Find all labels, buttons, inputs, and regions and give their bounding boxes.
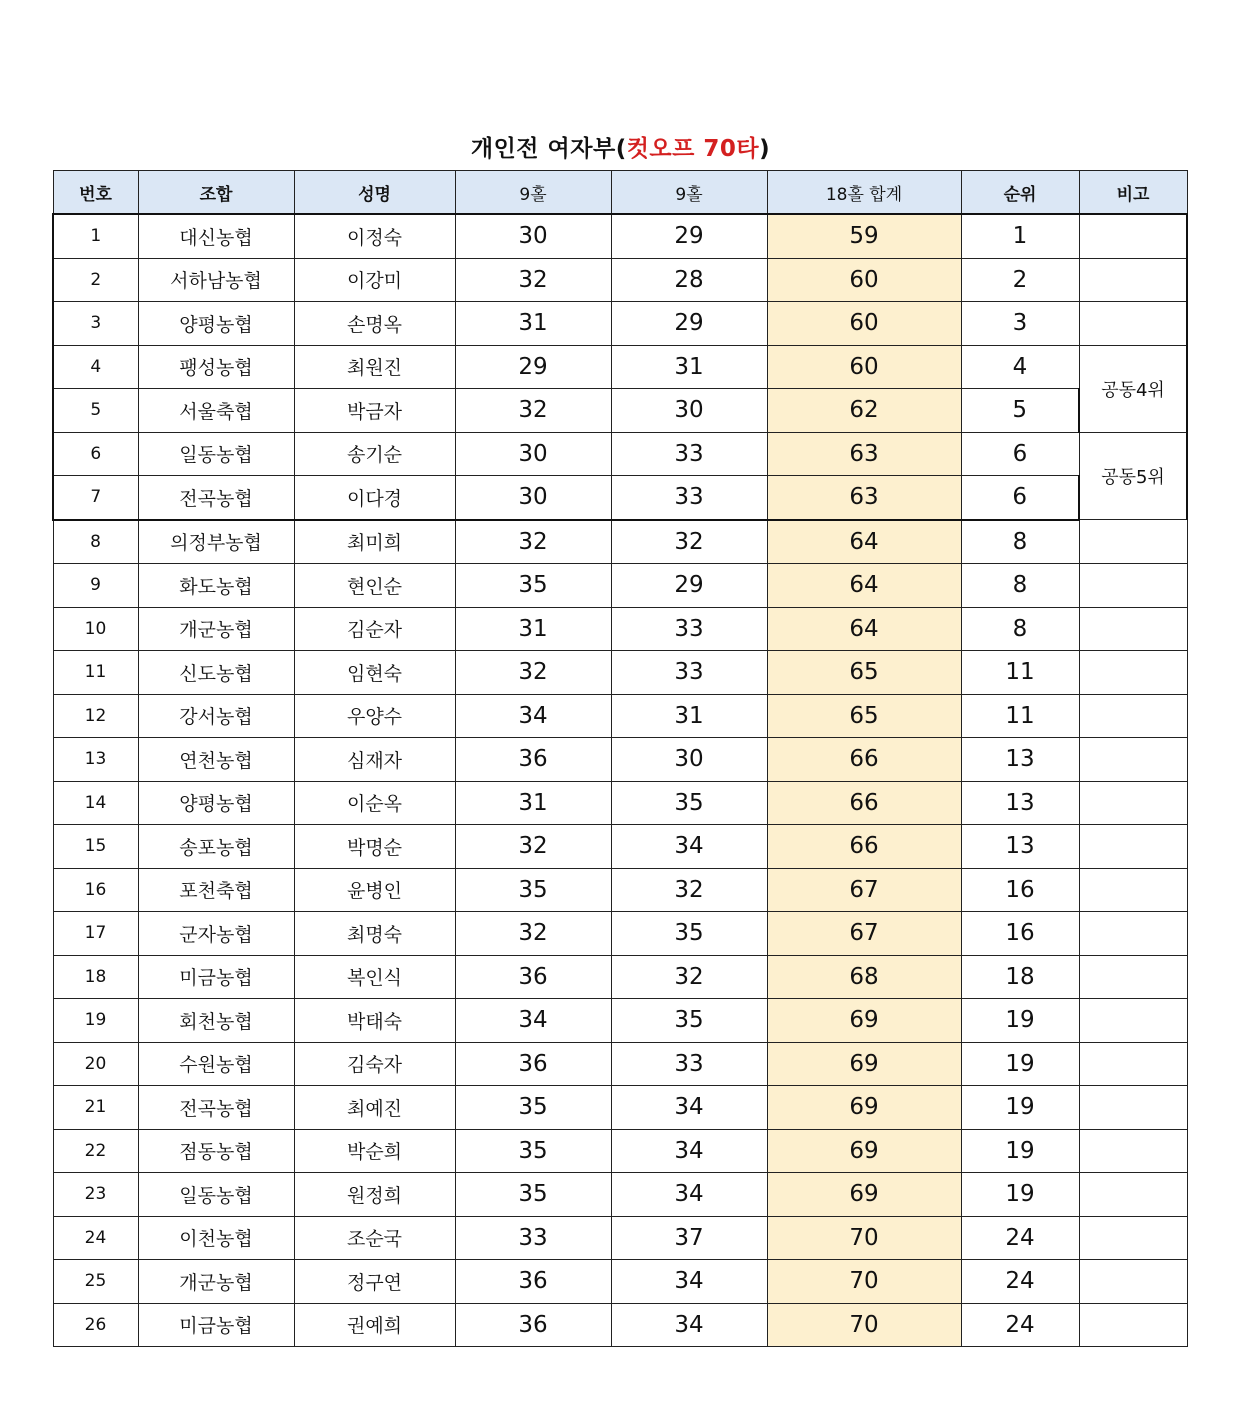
cell-no: 5 xyxy=(53,389,138,433)
cell-name: 박금자 xyxy=(294,389,455,433)
cell-union: 의정부농협 xyxy=(138,520,294,564)
cell-no: 1 xyxy=(53,214,138,258)
cell-union: 이천농협 xyxy=(138,1216,294,1260)
cell-note xyxy=(1079,781,1187,825)
cell-union: 일동농협 xyxy=(138,1173,294,1217)
cell-rank: 4 xyxy=(961,345,1079,389)
cell-note xyxy=(1079,1303,1187,1347)
cell-rank: 19 xyxy=(961,1086,1079,1130)
cell-union: 신도농협 xyxy=(138,651,294,695)
title-main: 개인전 여자부( xyxy=(470,136,627,162)
cell-name: 김숙자 xyxy=(294,1042,455,1086)
cell-rank: 6 xyxy=(961,432,1079,476)
cell-note xyxy=(1079,1129,1187,1173)
cell-note xyxy=(1079,1173,1187,1217)
cell-name: 정구연 xyxy=(294,1260,455,1304)
cell-back9: 35 xyxy=(611,912,767,956)
header-row xyxy=(53,171,1187,215)
cell-rank: 6 xyxy=(961,476,1079,520)
page-title xyxy=(0,130,1241,163)
cell-note: 공동4위 xyxy=(1079,345,1187,432)
cell-note xyxy=(1079,912,1187,956)
table-row xyxy=(53,302,1187,346)
cell-front9: 35 xyxy=(455,1129,611,1173)
cell-note xyxy=(1079,694,1187,738)
header-total: 18홀 합계 xyxy=(767,171,961,215)
cell-back9: 35 xyxy=(611,781,767,825)
cell-total: 65 xyxy=(767,694,961,738)
cell-rank: 5 xyxy=(961,389,1079,433)
cell-note xyxy=(1079,1086,1187,1130)
cell-note xyxy=(1079,1260,1187,1304)
table-row xyxy=(53,345,1187,389)
cell-name: 권예희 xyxy=(294,1303,455,1347)
cell-back9: 33 xyxy=(611,651,767,695)
cell-total: 67 xyxy=(767,868,961,912)
cell-no: 19 xyxy=(53,999,138,1043)
table-row xyxy=(53,1129,1187,1173)
header-union: 조합 xyxy=(138,171,294,215)
table-row xyxy=(53,781,1187,825)
cell-total: 62 xyxy=(767,389,961,433)
cell-no: 4 xyxy=(53,345,138,389)
cell-no: 21 xyxy=(53,1086,138,1130)
table-row xyxy=(53,607,1187,651)
cell-front9: 31 xyxy=(455,607,611,651)
cell-rank: 13 xyxy=(961,738,1079,782)
cell-rank: 16 xyxy=(961,912,1079,956)
cell-union: 전곡농협 xyxy=(138,476,294,520)
cell-rank: 19 xyxy=(961,999,1079,1043)
cell-rank: 19 xyxy=(961,1129,1079,1173)
cell-note xyxy=(1079,825,1187,869)
cell-note xyxy=(1079,607,1187,651)
cell-front9: 29 xyxy=(455,345,611,389)
cell-total: 69 xyxy=(767,999,961,1043)
cell-total: 63 xyxy=(767,432,961,476)
cell-union: 개군농협 xyxy=(138,1260,294,1304)
cell-total: 66 xyxy=(767,825,961,869)
cell-name: 최명숙 xyxy=(294,912,455,956)
cell-rank: 13 xyxy=(961,825,1079,869)
cell-note xyxy=(1079,999,1187,1043)
cell-name: 임현숙 xyxy=(294,651,455,695)
cell-rank: 1 xyxy=(961,214,1079,258)
cell-union: 양평농협 xyxy=(138,781,294,825)
cell-no: 10 xyxy=(53,607,138,651)
cell-total: 64 xyxy=(767,607,961,651)
cell-total: 68 xyxy=(767,955,961,999)
cell-total: 64 xyxy=(767,520,961,564)
cell-back9: 34 xyxy=(611,1129,767,1173)
cell-name: 최미희 xyxy=(294,520,455,564)
cell-no: 14 xyxy=(53,781,138,825)
cell-no: 17 xyxy=(53,912,138,956)
cell-note xyxy=(1079,520,1187,564)
cell-name: 김순자 xyxy=(294,607,455,651)
cell-note xyxy=(1079,738,1187,782)
cell-rank: 2 xyxy=(961,258,1079,302)
table-row xyxy=(53,1086,1187,1130)
cell-no: 25 xyxy=(53,1260,138,1304)
cell-back9: 33 xyxy=(611,476,767,520)
cell-back9: 30 xyxy=(611,738,767,782)
cell-total: 66 xyxy=(767,738,961,782)
cell-union: 서울축협 xyxy=(138,389,294,433)
cell-total: 60 xyxy=(767,258,961,302)
cell-total: 63 xyxy=(767,476,961,520)
cell-no: 3 xyxy=(53,302,138,346)
cell-no: 8 xyxy=(53,520,138,564)
cell-rank: 3 xyxy=(961,302,1079,346)
cell-back9: 37 xyxy=(611,1216,767,1260)
cell-name: 송기순 xyxy=(294,432,455,476)
cell-front9: 32 xyxy=(455,912,611,956)
cell-no: 22 xyxy=(53,1129,138,1173)
cell-front9: 36 xyxy=(455,1303,611,1347)
cell-name: 이정숙 xyxy=(294,214,455,258)
cell-union: 군자농협 xyxy=(138,912,294,956)
cell-front9: 34 xyxy=(455,999,611,1043)
cell-no: 7 xyxy=(53,476,138,520)
table-row xyxy=(53,389,1187,433)
cell-name: 조순국 xyxy=(294,1216,455,1260)
cell-no: 24 xyxy=(53,1216,138,1260)
cell-union: 서하남농협 xyxy=(138,258,294,302)
cell-total: 69 xyxy=(767,1086,961,1130)
cell-name: 우양수 xyxy=(294,694,455,738)
cell-note xyxy=(1079,1042,1187,1086)
cell-no: 13 xyxy=(53,738,138,782)
cell-rank: 24 xyxy=(961,1216,1079,1260)
cell-union: 송포농협 xyxy=(138,825,294,869)
cell-rank: 19 xyxy=(961,1042,1079,1086)
table-row xyxy=(53,520,1187,564)
cell-no: 15 xyxy=(53,825,138,869)
cell-note xyxy=(1079,868,1187,912)
cell-back9: 34 xyxy=(611,1303,767,1347)
cell-name: 복인식 xyxy=(294,955,455,999)
cell-union: 점동농협 xyxy=(138,1129,294,1173)
cell-total: 60 xyxy=(767,302,961,346)
cell-back9: 29 xyxy=(611,564,767,608)
table-row xyxy=(53,432,1187,476)
cell-total: 70 xyxy=(767,1260,961,1304)
title-cutoff-highlight: 컷오프 70타 xyxy=(626,136,760,162)
cell-back9: 29 xyxy=(611,302,767,346)
cell-union: 포천축협 xyxy=(138,868,294,912)
cell-back9: 33 xyxy=(611,432,767,476)
cell-name: 손명옥 xyxy=(294,302,455,346)
table-row xyxy=(53,912,1187,956)
cell-front9: 32 xyxy=(455,389,611,433)
cell-note xyxy=(1079,651,1187,695)
cell-rank: 8 xyxy=(961,607,1079,651)
cell-rank: 8 xyxy=(961,520,1079,564)
cell-total: 59 xyxy=(767,214,961,258)
cell-front9: 36 xyxy=(455,1042,611,1086)
cell-rank: 24 xyxy=(961,1303,1079,1347)
cell-front9: 35 xyxy=(455,868,611,912)
cell-total: 69 xyxy=(767,1129,961,1173)
header-front9: 9홀 xyxy=(455,171,611,215)
cell-union: 수원농협 xyxy=(138,1042,294,1086)
cell-back9: 34 xyxy=(611,1260,767,1304)
cell-back9: 32 xyxy=(611,868,767,912)
table-row xyxy=(53,1303,1187,1347)
cell-no: 26 xyxy=(53,1303,138,1347)
cell-front9: 30 xyxy=(455,214,611,258)
table-row xyxy=(53,825,1187,869)
cell-name: 박태숙 xyxy=(294,999,455,1043)
cell-back9: 34 xyxy=(611,1086,767,1130)
table-row xyxy=(53,651,1187,695)
header-back9: 9홀 xyxy=(611,171,767,215)
cell-front9: 34 xyxy=(455,694,611,738)
cell-name: 박명순 xyxy=(294,825,455,869)
cell-back9: 35 xyxy=(611,999,767,1043)
table-row xyxy=(53,1173,1187,1217)
cell-rank: 13 xyxy=(961,781,1079,825)
cell-back9: 33 xyxy=(611,607,767,651)
table-row xyxy=(53,868,1187,912)
cell-front9: 35 xyxy=(455,1086,611,1130)
cell-front9: 35 xyxy=(455,564,611,608)
cell-note: 공동5위 xyxy=(1079,432,1187,520)
table-row xyxy=(53,564,1187,608)
cell-front9: 31 xyxy=(455,781,611,825)
cell-total: 70 xyxy=(767,1216,961,1260)
cell-rank: 24 xyxy=(961,1260,1079,1304)
cell-total: 69 xyxy=(767,1042,961,1086)
cell-union: 회천농협 xyxy=(138,999,294,1043)
cell-union: 화도농협 xyxy=(138,564,294,608)
cell-note xyxy=(1079,1216,1187,1260)
table-row xyxy=(53,955,1187,999)
cell-total: 60 xyxy=(767,345,961,389)
cell-back9: 32 xyxy=(611,520,767,564)
results-table xyxy=(52,170,1188,1347)
cell-back9: 32 xyxy=(611,955,767,999)
table-row xyxy=(53,1216,1187,1260)
cell-total: 67 xyxy=(767,912,961,956)
cell-front9: 35 xyxy=(455,1173,611,1217)
cell-no: 18 xyxy=(53,955,138,999)
cell-front9: 32 xyxy=(455,651,611,695)
cell-total: 69 xyxy=(767,1173,961,1217)
cell-front9: 31 xyxy=(455,302,611,346)
cell-name: 최원진 xyxy=(294,345,455,389)
header-rank: 순위 xyxy=(961,171,1079,215)
cell-no: 9 xyxy=(53,564,138,608)
title-close: ) xyxy=(759,136,771,162)
cell-union: 개군농협 xyxy=(138,607,294,651)
cell-total: 66 xyxy=(767,781,961,825)
cell-note xyxy=(1079,214,1187,258)
cell-front9: 33 xyxy=(455,1216,611,1260)
cell-union: 양평농협 xyxy=(138,302,294,346)
cell-rank: 16 xyxy=(961,868,1079,912)
table-row xyxy=(53,738,1187,782)
cell-no: 6 xyxy=(53,432,138,476)
cell-name: 최예진 xyxy=(294,1086,455,1130)
table-row xyxy=(53,1260,1187,1304)
cell-back9: 30 xyxy=(611,389,767,433)
cell-union: 연천농협 xyxy=(138,738,294,782)
cell-front9: 36 xyxy=(455,1260,611,1304)
cell-rank: 11 xyxy=(961,694,1079,738)
cell-union: 강서농협 xyxy=(138,694,294,738)
cell-no: 2 xyxy=(53,258,138,302)
cell-front9: 32 xyxy=(455,258,611,302)
cell-union: 전곡농협 xyxy=(138,1086,294,1130)
cell-no: 23 xyxy=(53,1173,138,1217)
cell-union: 대신농협 xyxy=(138,214,294,258)
table-row xyxy=(53,999,1187,1043)
cell-note xyxy=(1079,564,1187,608)
cell-no: 16 xyxy=(53,868,138,912)
cell-no: 12 xyxy=(53,694,138,738)
cell-union: 미금농협 xyxy=(138,1303,294,1347)
cell-front9: 32 xyxy=(455,825,611,869)
header-no: 번호 xyxy=(53,171,138,215)
cell-rank: 18 xyxy=(961,955,1079,999)
cell-no: 11 xyxy=(53,651,138,695)
header-note: 비고 xyxy=(1079,171,1187,215)
cell-note xyxy=(1079,955,1187,999)
cell-back9: 29 xyxy=(611,214,767,258)
header-name: 성명 xyxy=(294,171,455,215)
cell-name: 이다경 xyxy=(294,476,455,520)
cell-name: 박순희 xyxy=(294,1129,455,1173)
cell-union: 팽성농협 xyxy=(138,345,294,389)
cell-name: 심재자 xyxy=(294,738,455,782)
cell-note xyxy=(1079,258,1187,302)
cell-front9: 36 xyxy=(455,738,611,782)
cell-note xyxy=(1079,302,1187,346)
table-row xyxy=(53,476,1187,520)
cell-total: 65 xyxy=(767,651,961,695)
cell-back9: 31 xyxy=(611,694,767,738)
cell-no: 20 xyxy=(53,1042,138,1086)
cell-rank: 11 xyxy=(961,651,1079,695)
cell-rank: 19 xyxy=(961,1173,1079,1217)
cell-name: 원정희 xyxy=(294,1173,455,1217)
cell-union: 미금농협 xyxy=(138,955,294,999)
cell-back9: 34 xyxy=(611,1173,767,1217)
cell-name: 현인순 xyxy=(294,564,455,608)
cell-rank: 8 xyxy=(961,564,1079,608)
cell-name: 윤병인 xyxy=(294,868,455,912)
cell-total: 64 xyxy=(767,564,961,608)
cell-back9: 28 xyxy=(611,258,767,302)
cell-back9: 34 xyxy=(611,825,767,869)
cell-front9: 30 xyxy=(455,476,611,520)
cell-front9: 30 xyxy=(455,432,611,476)
table-row xyxy=(53,258,1187,302)
table-row xyxy=(53,694,1187,738)
cell-name: 이강미 xyxy=(294,258,455,302)
table-row xyxy=(53,214,1187,258)
cell-name: 이순옥 xyxy=(294,781,455,825)
table-row xyxy=(53,1042,1187,1086)
cell-front9: 36 xyxy=(455,955,611,999)
cell-back9: 31 xyxy=(611,345,767,389)
cell-front9: 32 xyxy=(455,520,611,564)
cell-back9: 33 xyxy=(611,1042,767,1086)
cell-total: 70 xyxy=(767,1303,961,1347)
cell-union: 일동농협 xyxy=(138,432,294,476)
